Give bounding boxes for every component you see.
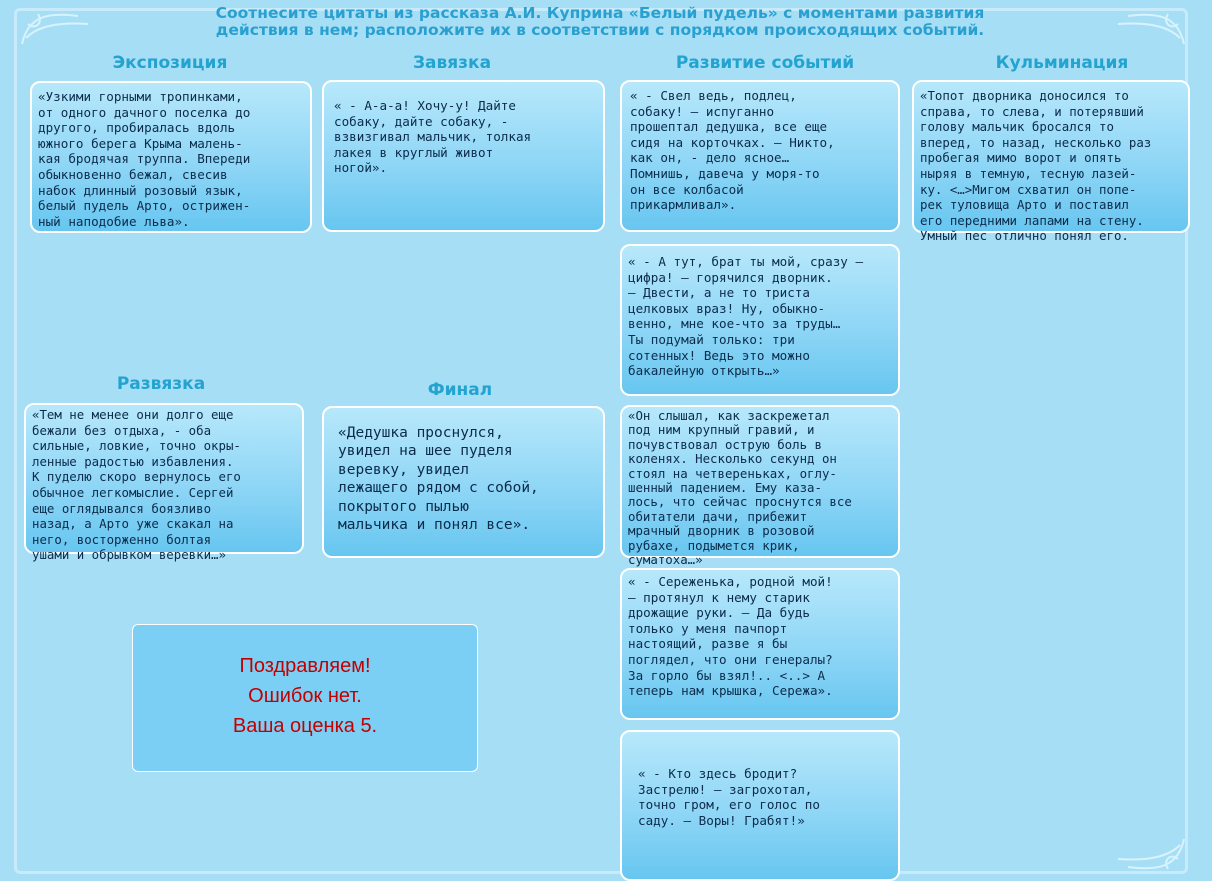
corner-ornament-bottom-right: [1078, 835, 1188, 875]
quote-card-development-1[interactable]: « - Свел ведь, подлец, собаку! – испуганно прошептал дедушка, все еще сидя на корточках. – Никто, как он, - дело ясное… Помнишь, давеча у моря-то он все колбасой прикармливал».: [620, 80, 900, 232]
task-title-line-2: действия в нем; расположите их в соответствии с порядком происходящих событий.: [215, 21, 985, 39]
heading-exposition: Экспозиция: [112, 53, 228, 73]
task-title-line-1: Соотнесите цитаты из рассказа А.И. Куприна «Белый пудель» с моментами развития: [215, 4, 985, 22]
quote-card-development-4[interactable]: « - Сереженька, родной мой! – протянул к нему старик дрожащие руки. – Да будь только у меня пачпорт настоящий, разве я бы поглядел, что они генералы? За горло бы взял!.. <..> А теперь нам крышка, Сережа».: [620, 568, 900, 720]
heading-climax: Кульминация: [995, 53, 1129, 73]
result-message-box: [132, 624, 478, 772]
task-title: [130, 5, 1070, 39]
heading-resolution: Развязка: [116, 374, 206, 394]
corner-ornament-top-right: [1078, 8, 1188, 48]
quote-card-exposition[interactable]: «Узкими горными тропинками, от одного дачного поселка до другого, пробиралась вдоль южного берега Крыма малень- кая бродячая труппа. Впереди обыкновенно бежал, свесив набок длинный розовый язык, белый пудель Арто, острижен- ный наподобие льва».: [30, 81, 312, 233]
heading-development: Развитие событий: [675, 53, 855, 73]
quote-card-finale[interactable]: «Дедушка проснулся, увидел на шее пуделя веревку, увидел лежащего рядом с собой, покрытого пылью мальчика и понял все».: [322, 406, 605, 558]
quote-card-development-2[interactable]: « - А тут, брат ты мой, сразу – цифра! – горячился дворник. – Двести, а не то триста целковых враз! Ну, обыкно- венно, мне кое-что за труды… Ты подумай только: три сотенных! Ведь это можно бакалейную открыть…»: [620, 244, 900, 396]
heading-setup: Завязка: [412, 53, 492, 73]
corner-ornament-top-left: [18, 8, 128, 48]
result-grade: Ваша оценка 5.: [232, 715, 378, 737]
quote-card-development-3[interactable]: «Он слышал, как заскрежетал под ним крупный гравий, и почувствовал острую боль в коленях. Несколько секунд он стоял на четвереньках, оглу- шенный падением. Ему каза- лось, что сейчас проснутся все обитатели дачи, прибежит мрачный дворник в розовой рубахе, подымется крик, суматоха…»: [620, 405, 900, 558]
result-congrats: Поздравляем!: [239, 655, 371, 677]
heading-finale: Финал: [427, 380, 493, 400]
quote-card-setup[interactable]: « - А-а-а! Хочу-у! Дайте собаку, дайте собаку, - взвизгивал мальчик, толкая лакея в круглый живот ногой».: [322, 80, 605, 232]
quote-card-development-5[interactable]: « - Кто здесь бродит? Застрелю! – загрохотал, точно гром, его голос по саду. – Воры! Грабят!»: [620, 730, 900, 881]
quote-card-climax[interactable]: «Топот дворника доносился то справа, то слева, и потерявший голову мальчик бросался то вперед, то назад, несколько раз пробегая мимо ворот и опять ныряя в темную, тесную лазей- ку. <…>Мигом схватил он попе- рек туловища Арто и поставил его передними лапами на стену. Умный пес отлично понял его.: [912, 80, 1190, 233]
quote-card-resolution[interactable]: «Тем не менее они долго еще бежали без отдыха, - оба сильные, ловкие, точно окры- ленные радостью избавления. К пуделю скоро вернулось его обычное легкомыслие. Сергей еще оглядывался боязливо назад, а Арто уже скакал на него, восторженно болтая ушами и обрывком веревки…»: [24, 403, 304, 554]
result-no-errors: Ошибок нет.: [248, 685, 362, 707]
